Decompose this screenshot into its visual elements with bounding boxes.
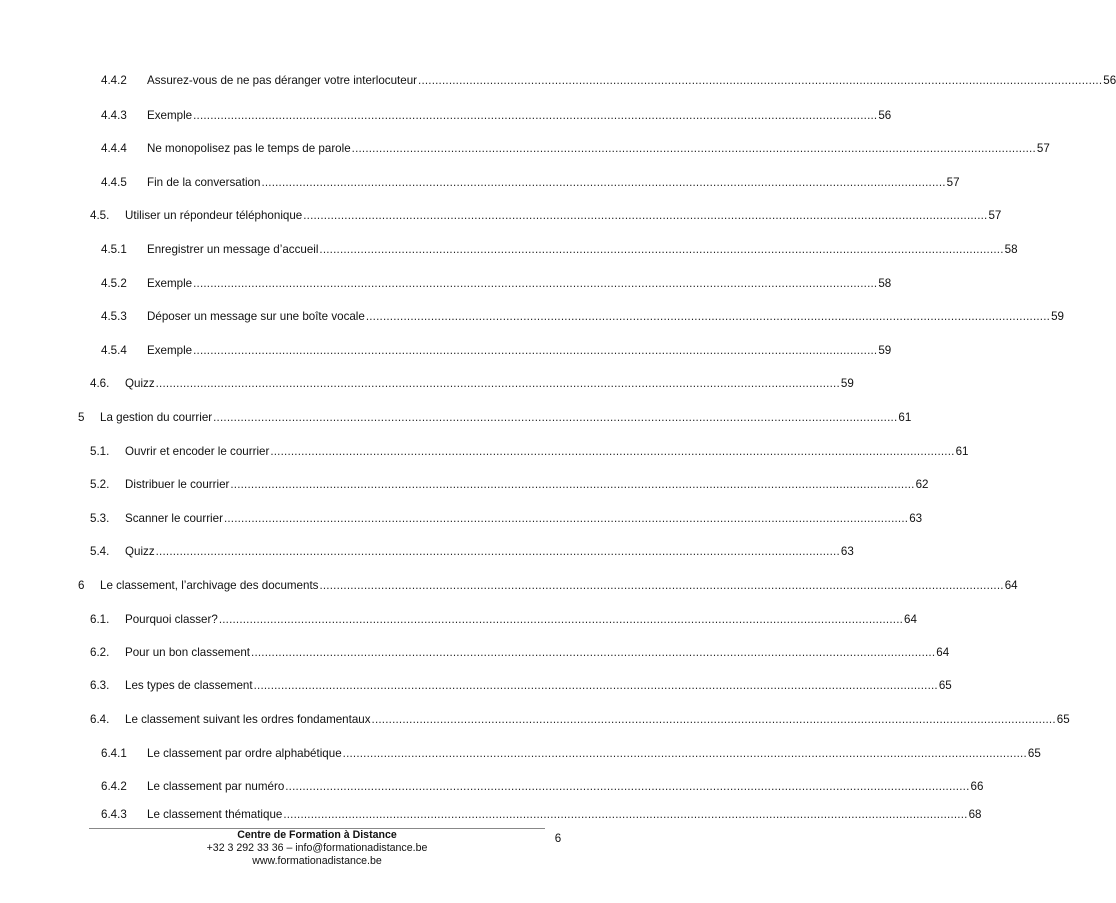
toc-entry[interactable]	[101, 108, 892, 124]
toc-entry-title: Le classement, l’archivage des documents	[100, 579, 319, 592]
toc-entry-number: 6.2.	[90, 646, 110, 659]
toc-entry[interactable]	[90, 712, 1070, 728]
page-footer	[89, 829, 545, 868]
toc-entry[interactable]	[101, 242, 1018, 258]
toc-entry-title: Exemple	[147, 277, 193, 290]
footer-contact: +32 3 292 33 36 – info@formationadistance.be	[206, 842, 428, 854]
toc-entry[interactable]	[90, 208, 1002, 224]
toc-entry[interactable]	[90, 645, 950, 661]
dot-leader: ........................................................................................................................................................................................................	[223, 512, 909, 525]
toc-entry[interactable]	[101, 276, 892, 292]
toc-entry[interactable]	[101, 343, 892, 359]
dot-leader: ........................................................................................................................................................................................................	[261, 176, 946, 189]
toc-entry-page: 63	[909, 512, 923, 525]
toc-entry-title: Quizz	[125, 545, 155, 558]
toc-entry-number: 4.5.	[90, 209, 110, 222]
toc-entry-number: 5.4.	[90, 545, 110, 558]
toc-entry-number: 4.5.4	[101, 344, 127, 357]
toc-entry-page: 56	[1103, 74, 1116, 87]
toc-entry[interactable]	[90, 612, 917, 628]
toc-entry-title: Le classement suivant les ordres fondamentaux	[125, 713, 371, 726]
toc-entry-page: 58	[1004, 243, 1018, 256]
toc-entry-page: 57	[1036, 142, 1050, 155]
dot-leader: ........................................................................................................................................................................................................	[193, 109, 878, 122]
toc-entry[interactable]	[78, 578, 1018, 594]
dot-leader: ........................................................................................................................................................................................................	[371, 713, 1056, 726]
toc-entry[interactable]	[90, 678, 952, 694]
dot-leader: ........................................................................................................................................................................................................	[218, 613, 904, 626]
dot-leader: ........................................................................................................................................................................................................	[213, 411, 898, 424]
toc-entry-title: Déposer un message sur une boîte vocale	[147, 310, 365, 323]
toc-entry-page: 63	[840, 545, 854, 558]
toc-entry-page: 57	[946, 176, 960, 189]
dot-leader: ........................................................................................................................................................................................................	[193, 277, 878, 290]
toc-entry-number: 4.4.4	[101, 142, 127, 155]
toc-entry-title: Pour un bon classement	[125, 646, 251, 659]
toc-entry-page: 64	[904, 613, 917, 626]
toc-entry[interactable]	[101, 309, 1064, 325]
toc-entry[interactable]	[90, 444, 969, 460]
dot-leader: ........................................................................................................................................................................................................	[270, 445, 955, 458]
dot-leader: ........................................................................................................................................................................................................	[253, 679, 938, 692]
toc-entry-page: 58	[878, 277, 892, 290]
toc-entry-page: 65	[1027, 747, 1041, 760]
toc-entry[interactable]	[90, 544, 854, 560]
toc-entry-number: 5.1.	[90, 445, 110, 458]
toc-entry-title: Pourquoi classer?	[125, 613, 218, 626]
toc-entry-number: 4.6.	[90, 377, 110, 390]
toc-entry[interactable]	[78, 410, 912, 426]
toc-entry-page: 65	[938, 679, 952, 692]
toc-entry[interactable]	[90, 511, 923, 527]
toc-entry[interactable]	[101, 73, 1116, 89]
toc-entry-title: Ouvrir et encoder le courrier	[125, 445, 270, 458]
toc-entry-page: 64	[936, 646, 950, 659]
toc-entry[interactable]	[101, 175, 960, 191]
toc-entry-number: 5	[78, 411, 85, 424]
toc-entry-number: 4.5.3	[101, 310, 127, 323]
toc-entry-page: 66	[970, 780, 984, 793]
toc-entry-title: Quizz	[125, 377, 155, 390]
toc-entry-page: 61	[955, 445, 969, 458]
dot-leader: ........................................................................................................................................................................................................	[155, 545, 840, 558]
toc-entry-page: 59	[1051, 310, 1064, 323]
footer-website[interactable]: www.formationadistance.be	[252, 855, 382, 867]
dot-leader: ........................................................................................................................................................................................................	[342, 747, 1027, 760]
dot-leader: ........................................................................................................................................................................................................	[251, 646, 936, 659]
dot-leader: ........................................................................................................................................................................................................	[365, 310, 1051, 323]
toc-entry-title: Enregistrer un message d’accueil	[147, 243, 319, 256]
toc-entry-page: 59	[840, 377, 854, 390]
toc-entry-number: 4.5.2	[101, 277, 127, 290]
toc-entry-page: 65	[1056, 713, 1070, 726]
toc-entry-number: 6.4.	[90, 713, 110, 726]
toc-entry-number: 6.3.	[90, 679, 110, 692]
toc-entry-title: Utiliser un répondeur téléphonique	[125, 209, 303, 222]
toc-entry[interactable]	[101, 807, 982, 823]
toc-entry-title: La gestion du courrier	[100, 411, 213, 424]
toc-entry[interactable]	[101, 779, 984, 795]
toc-entry-number: 6.4.3	[101, 808, 127, 821]
toc-entry-title: Exemple	[147, 109, 193, 122]
toc-entry-number: 4.4.5	[101, 176, 127, 189]
toc-entry-title: Exemple	[147, 344, 193, 357]
toc-entry-number: 6.4.1	[101, 747, 127, 760]
toc-entry-title: Scanner le courrier	[125, 512, 223, 525]
toc-entry-title: Ne monopolisez pas le temps de parole	[147, 142, 351, 155]
dot-leader: ........................................................................................................................................................................................................	[418, 74, 1103, 87]
toc-entry[interactable]	[90, 477, 929, 493]
toc-entry-number: 4.4.3	[101, 109, 127, 122]
toc-entry-number: 6.1.	[90, 613, 110, 626]
toc-entry-number: 4.5.1	[101, 243, 127, 256]
dot-leader: ........................................................................................................................................................................................................	[351, 142, 1036, 155]
toc-entry-number: 6.4.2	[101, 780, 127, 793]
dot-leader: ........................................................................................................................................................................................................	[155, 377, 840, 390]
toc-entry-page: 61	[898, 411, 912, 424]
toc-entry[interactable]	[101, 746, 1041, 762]
page-number: 6	[554, 832, 562, 845]
footer-organization: Centre de Formation à Distance	[237, 829, 397, 841]
toc-entry-page: 68	[968, 808, 982, 821]
toc-entry-number: 6	[78, 579, 85, 592]
dot-leader: ........................................................................................................................................................................................................	[283, 808, 968, 821]
toc-entry-page: 64	[1004, 579, 1018, 592]
toc-entry[interactable]	[101, 141, 1050, 157]
toc-entry-page: 57	[988, 209, 1002, 222]
toc-entry-number: 4.4.2	[101, 74, 127, 87]
toc-entry-title: Fin de la conversation	[147, 176, 261, 189]
toc-entry-title: Assurez-vous de ne pas déranger votre interlocuteur	[147, 74, 418, 87]
toc-entry-title: Les types de classement	[125, 679, 253, 692]
dot-leader: ........................................................................................................................................................................................................	[319, 243, 1004, 256]
toc-entry-title: Le classement thématique	[147, 808, 283, 821]
toc-entry-title: Le classement par ordre alphabétique	[147, 747, 342, 760]
dot-leader: ........................................................................................................................................................................................................	[319, 579, 1004, 592]
toc-entry-title: Distribuer le courrier	[125, 478, 230, 491]
dot-leader: ........................................................................................................................................................................................................	[193, 344, 878, 357]
toc-entry-number: 5.3.	[90, 512, 110, 525]
toc-entry-page: 56	[878, 109, 892, 122]
dot-leader: ........................................................................................................................................................................................................	[303, 209, 988, 222]
toc-entry-page: 62	[915, 478, 929, 491]
toc-entry[interactable]	[90, 376, 854, 392]
toc-entry-page: 59	[878, 344, 892, 357]
toc-entry-number: 5.2.	[90, 478, 110, 491]
dot-leader: ........................................................................................................................................................................................................	[285, 780, 970, 793]
toc-entry-title: Le classement par numéro	[147, 780, 285, 793]
dot-leader: ........................................................................................................................................................................................................	[230, 478, 915, 491]
